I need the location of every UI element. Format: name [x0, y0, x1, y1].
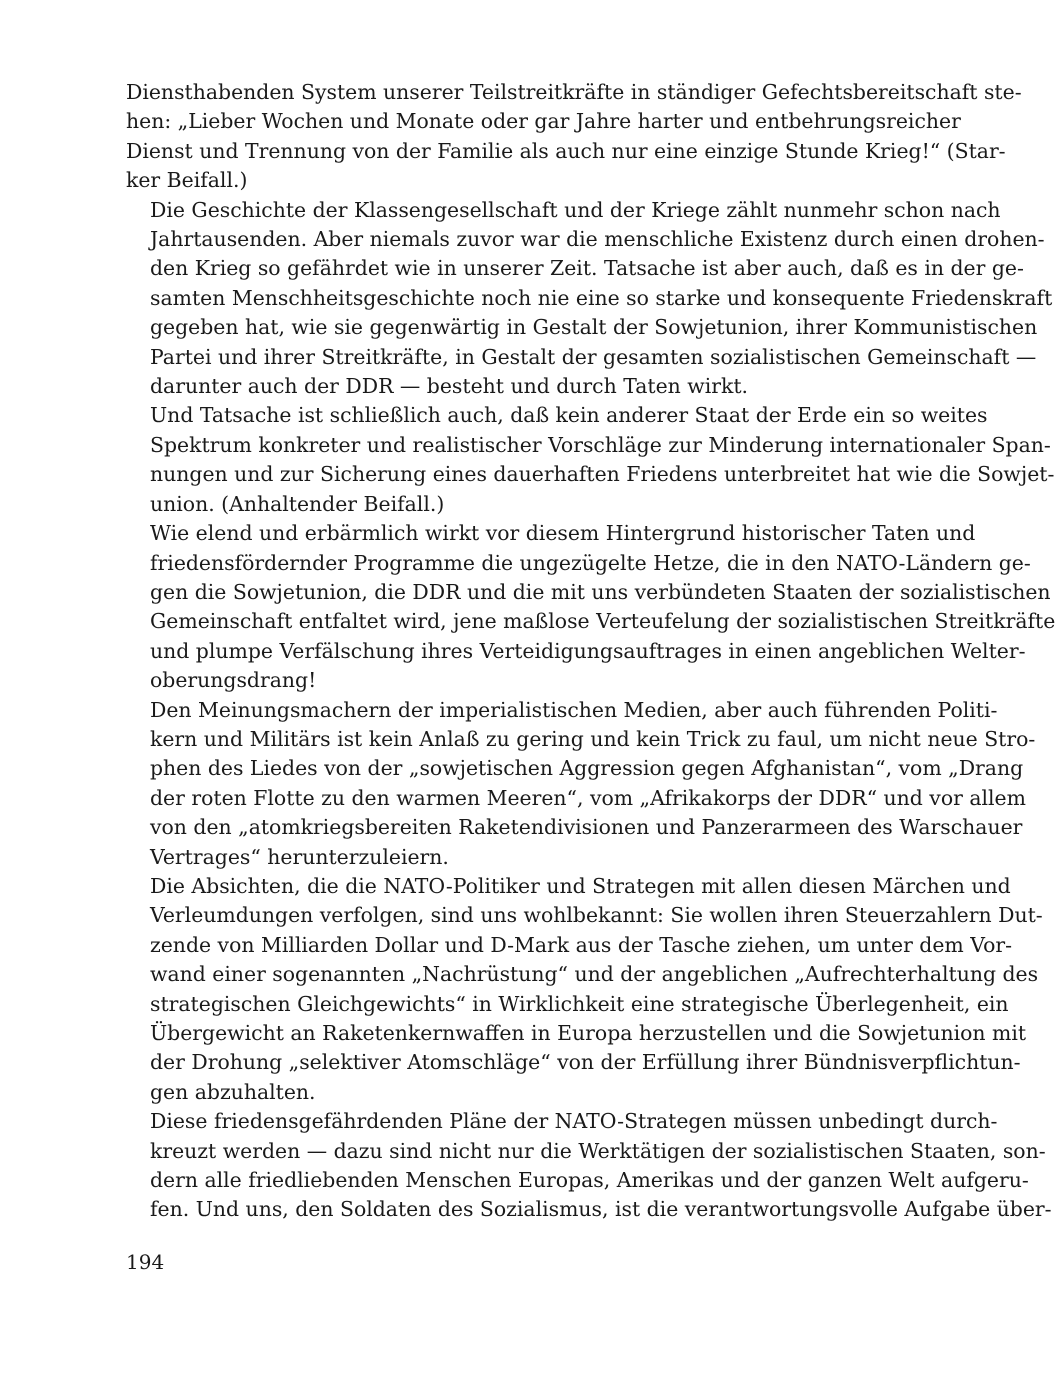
- text-line: Die Geschichte der Klassengesellschaft und der Kriege zählt nunmehr schon nach: [150, 197, 1001, 222]
- paragraph: [126, 872, 1043, 1107]
- text-line: Wie elend und erbärmlich wirkt vor diesem Hintergrund historischer Taten und: [150, 521, 976, 546]
- text-line: fen. Und uns, den Soldaten des Sozialismus, ist die verantwortungsvolle Aufgabe über-: [150, 1197, 1052, 1222]
- page-number: 194: [126, 1250, 165, 1274]
- text-line: und plumpe Verfälschung ihres Verteidigungsauftrages in einen angeblichen Welter-: [150, 638, 1026, 663]
- text-line: samten Menschheitsgeschichte noch nie eine so starke und konsequente Friedenskraft: [150, 285, 1053, 310]
- text-line: kern und Militärs ist kein Anlaß zu gering und kein Trick zu faul, um nicht neue Stro-: [150, 726, 1036, 751]
- paragraph: [126, 78, 1022, 196]
- text-line: Die Absichten, die die NATO-Politiker und Strategen mit allen diesen Märchen und: [150, 873, 1011, 898]
- text-line: gen abzuhalten.: [150, 1079, 316, 1104]
- text-line: Diese friedensgefährdenden Pläne der NATO-Strategen müssen unbedingt durch-: [150, 1109, 998, 1134]
- text-line: Spektrum konkreter und realistischer Vorschläge zur Minderung internationaler Span-: [150, 432, 1051, 457]
- text-line: Und Tatsache ist schließlich auch, daß kein anderer Staat der Erde ein so weites: [150, 403, 988, 428]
- text-line: wand einer sogenannten „Nachrüstung“ und der angeblichen „Aufrechterhaltung des: [150, 962, 1039, 987]
- text-line: gen die Sowjetunion, die DDR und die mit uns verbündeten Staaten der sozialistischen: [150, 579, 1051, 604]
- text-line: Verleumdungen verfolgen, sind uns wohlbekannt: Sie wollen ihren Steuerzahlern Dut-: [150, 903, 1043, 928]
- text-line: Gemeinschaft entfaltet wird, jene maßlose Verteufelung der sozialistischen Streitkräfte: [150, 609, 1055, 634]
- text-line: der Drohung „selektiver Atomschläge“ von der Erfüllung ihrer Bündnisverpflichtun-: [150, 1050, 1021, 1075]
- text-line: den Krieg so gefährdet wie in unserer Zeit. Tatsache ist aber auch, daß es in der ge-: [150, 256, 1024, 281]
- text-line: der roten Flotte zu den warmen Meeren“, vom „Afrikakorps der DDR“ und vor allem: [150, 785, 1026, 810]
- page-body: [126, 78, 1055, 1225]
- text-line: Übergewicht an Raketenkernwaffen in Europa herzustellen und die Sowjetunion mit: [150, 1021, 1027, 1045]
- text-line: Dienst und Trennung von der Familie als auch nur eine einzige Stunde Krieg!“ (Star-: [126, 138, 1006, 163]
- paragraph: [126, 196, 1053, 402]
- paragraph: [126, 401, 1055, 519]
- text-line: Vertrages“ herunterzuleiern.: [150, 844, 449, 869]
- text-line: zende von Milliarden Dollar und D-Mark aus der Tasche ziehen, um unter dem Vor-: [150, 932, 1013, 957]
- text-line: dern alle friedliebenden Menschen Europas, Amerikas und der ganzen Welt aufgeru-: [150, 1168, 1029, 1193]
- paragraph: [126, 1107, 1052, 1225]
- text-line: nungen und zur Sicherung eines dauerhaften Friedens unterbreitet hat wie die Sowjet-: [150, 462, 1055, 487]
- text-line: Partei und ihrer Streitkräfte, in Gestalt der gesamten sozialistischen Gemeinschaft —: [150, 344, 1037, 369]
- text-line: gegeben hat, wie sie gegenwärtig in Gestalt der Sowjetunion, ihrer Kommunistischen: [150, 315, 1038, 340]
- text-line: kreuzt werden — dazu sind nicht nur die Werktätigen der sozialistischen Staaten, son-: [150, 1138, 1046, 1163]
- text-line: darunter auch der DDR — besteht und durch Taten wirkt.: [150, 374, 749, 399]
- paragraph: [126, 519, 1055, 695]
- text-line: Den Meinungsmachern der imperialistischen Medien, aber auch führenden Politi-: [150, 697, 998, 722]
- text-line: union. (Anhaltender Beifall.): [150, 491, 445, 516]
- text-line: Jahrtausenden. Aber niemals zuvor war die menschliche Existenz durch einen drohen-: [150, 227, 1045, 252]
- text-line: ker Beifall.): [126, 168, 248, 193]
- paragraph: [126, 696, 1036, 872]
- text-line: Diensthabenden System unserer Teilstreitkräfte in ständiger Gefechtsbereitschaft ste-: [126, 80, 1022, 104]
- text-line: oberungsdrang!: [150, 668, 317, 693]
- text-line: friedensfördernder Programme die ungezügelte Hetze, die in den NATO-Ländern ge-: [150, 550, 1031, 575]
- text-line: strategischen Gleichgewichts“ in Wirklichkeit eine strategische Überlegenheit, ein: [150, 991, 1009, 1016]
- text-line: hen: „Lieber Wochen und Monate oder gar Jahre harter und entbehrungsreicher: [126, 109, 961, 134]
- text-line: von den „atomkriegsbereiten Raketendivisionen und Panzerarmeen des Warschauer: [150, 815, 1023, 840]
- text-line: phen des Liedes von der „sowjetischen Aggression gegen Afghanistan“, vom „Drang: [150, 756, 1024, 781]
